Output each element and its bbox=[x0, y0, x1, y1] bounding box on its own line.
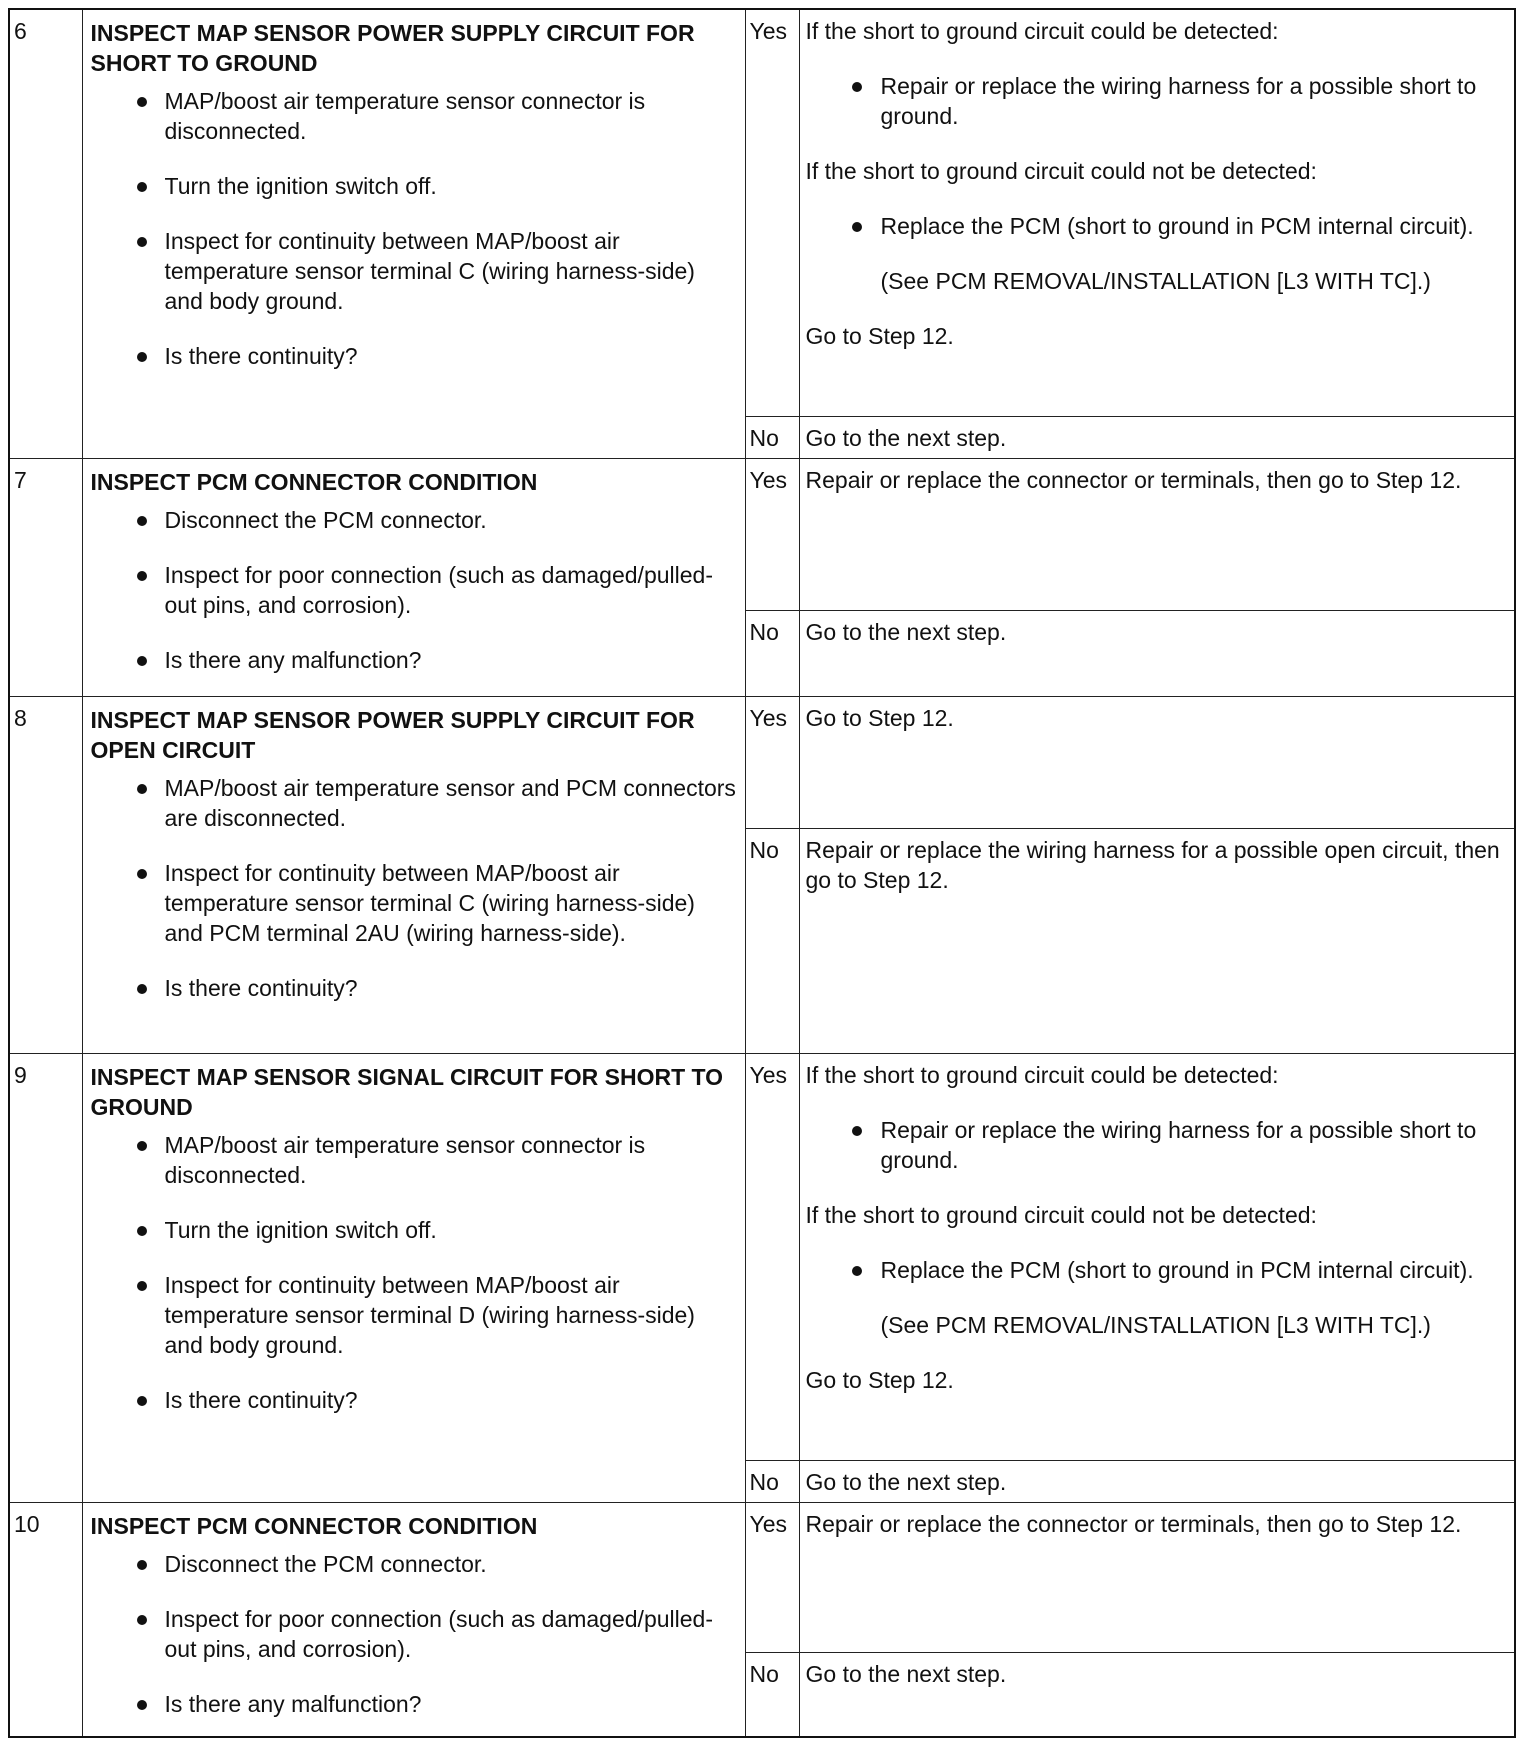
yes-label: Yes bbox=[745, 1502, 799, 1652]
step-7-row-yes bbox=[9, 458, 1515, 610]
no-result: Go to the next step. bbox=[799, 416, 1515, 458]
step-number: 7 bbox=[9, 458, 82, 696]
bullet-icon bbox=[852, 82, 862, 92]
bullet-icon bbox=[137, 984, 147, 994]
result-text: Replace the PCM (short to ground in PCM internal circuit). bbox=[880, 1256, 1474, 1283]
bullet-icon bbox=[137, 1615, 147, 1625]
step-title: INSPECT MAP SENSOR POWER SUPPLY CIRCUIT FOR OPEN CIRCUIT bbox=[90, 706, 695, 763]
no-result: Go to the next step. bbox=[799, 610, 1515, 696]
action-item bbox=[127, 973, 739, 1003]
step-title: INSPECT MAP SENSOR SIGNAL CIRCUIT FOR SHORT TO GROUND bbox=[90, 1063, 724, 1120]
bullet-icon bbox=[137, 1700, 147, 1710]
not-detected-action bbox=[848, 211, 1509, 241]
result-text: Repair or replace the wiring harness for a possible short to ground. bbox=[880, 73, 1477, 129]
action-list bbox=[91, 1549, 739, 1719]
action-text: Is there any malfunction? bbox=[164, 646, 422, 673]
step-title: INSPECT PCM CONNECTOR CONDITION bbox=[90, 468, 538, 495]
action-text: Turn the ignition switch off. bbox=[164, 1216, 437, 1243]
goto-step: Go to Step 12. bbox=[805, 323, 954, 349]
action-text: Disconnect the PCM connector. bbox=[164, 506, 487, 533]
not-detected-intro: If the short to ground circuit could not be detected: bbox=[805, 1201, 1317, 1228]
bullet-icon bbox=[137, 869, 147, 879]
action-text: Is there continuity? bbox=[164, 974, 358, 1001]
bullet-icon bbox=[137, 516, 147, 526]
no-result: Go to the next step. bbox=[799, 1460, 1515, 1502]
action-text: Is there any malfunction? bbox=[164, 1690, 422, 1717]
result-text: Replace the PCM (short to ground in PCM internal circuit). bbox=[880, 213, 1474, 239]
step-action-cell bbox=[82, 696, 745, 1053]
yes-result bbox=[799, 9, 1515, 416]
bullet-icon bbox=[852, 222, 862, 232]
see-reference: (See PCM REMOVAL/INSTALLATION [L3 WITH TC].) bbox=[880, 268, 1431, 294]
goto-step: Go to Step 12. bbox=[805, 1366, 954, 1393]
action-item bbox=[127, 1689, 739, 1719]
see-reference: (See PCM REMOVAL/INSTALLATION [L3 WITH TC].) bbox=[880, 1311, 1431, 1338]
bullet-icon bbox=[137, 182, 147, 192]
bullet-icon bbox=[137, 97, 147, 107]
action-text: MAP/boost air temperature sensor connector is disconnected. bbox=[164, 88, 646, 144]
yes-label: Yes bbox=[745, 458, 799, 610]
bullet-icon bbox=[852, 1126, 862, 1136]
no-label: No bbox=[745, 828, 799, 1053]
action-text: Inspect for poor connection (such as damaged/pulled-out pins, and corrosion). bbox=[164, 561, 713, 618]
detected-intro: If the short to ground circuit could be detected: bbox=[805, 1061, 1279, 1088]
not-detected-action bbox=[848, 1255, 1509, 1285]
yes-result: Repair or replace the connector or terminals, then go to Step 12. bbox=[799, 458, 1515, 610]
bullet-icon bbox=[137, 784, 147, 794]
step-10-row-yes bbox=[9, 1502, 1515, 1652]
action-list bbox=[91, 773, 739, 1003]
action-text: Turn the ignition switch off. bbox=[164, 173, 437, 199]
yes-result: Repair or replace the connector or terminals, then go to Step 12. bbox=[799, 1502, 1515, 1652]
bullet-icon bbox=[137, 1141, 147, 1151]
action-text: Inspect for continuity between MAP/boost air temperature sensor terminal C (wiring harness-side) and body ground. bbox=[164, 228, 695, 314]
action-item bbox=[127, 1130, 739, 1190]
yes-label: Yes bbox=[745, 1053, 799, 1460]
action-list bbox=[91, 86, 739, 371]
bullet-icon bbox=[137, 1396, 147, 1406]
no-label: No bbox=[745, 1460, 799, 1502]
action-text: Is there continuity? bbox=[164, 343, 358, 369]
action-item bbox=[127, 1385, 739, 1415]
step-action-cell bbox=[82, 9, 745, 458]
detected-action bbox=[848, 71, 1509, 131]
no-result: Repair or replace the wiring harness for a possible open circuit, then go to Step 12. bbox=[799, 828, 1515, 1053]
action-text: MAP/boost air temperature sensor and PCM connectors are disconnected. bbox=[164, 774, 736, 831]
action-item bbox=[127, 560, 739, 620]
action-item bbox=[127, 341, 739, 371]
bullet-icon bbox=[137, 1281, 147, 1291]
result-text: Repair or replace the wiring harness for a possible short to ground. bbox=[880, 1116, 1477, 1173]
action-list bbox=[91, 1130, 739, 1415]
action-item bbox=[127, 171, 739, 201]
step-6-row-yes bbox=[9, 9, 1515, 416]
yes-result: Go to Step 12. bbox=[799, 696, 1515, 828]
action-item bbox=[127, 1215, 739, 1245]
action-text: Inspect for poor connection (such as damaged/pulled-out pins, and corrosion). bbox=[164, 1605, 713, 1662]
detected-intro: If the short to ground circuit could be detected: bbox=[805, 18, 1279, 44]
bullet-icon bbox=[137, 352, 147, 362]
yes-result bbox=[799, 1053, 1515, 1460]
not-detected-action-list bbox=[806, 1255, 1509, 1285]
yes-label: Yes bbox=[745, 696, 799, 828]
yes-label: Yes bbox=[745, 9, 799, 416]
action-item bbox=[127, 226, 739, 316]
action-text: Inspect for continuity between MAP/boost air temperature sensor terminal D (wiring harness-side) and body ground. bbox=[164, 1271, 695, 1358]
no-label: No bbox=[745, 610, 799, 696]
action-text: MAP/boost air temperature sensor connector is disconnected. bbox=[164, 1131, 646, 1188]
bullet-icon bbox=[852, 1266, 862, 1276]
step-number: 9 bbox=[9, 1053, 82, 1502]
step-8-row-yes bbox=[9, 696, 1515, 828]
step-number: 10 bbox=[9, 1502, 82, 1737]
step-action-cell bbox=[82, 458, 745, 696]
action-item bbox=[127, 1549, 739, 1579]
action-item bbox=[127, 645, 739, 675]
no-result: Go to the next step. bbox=[799, 1652, 1515, 1737]
bullet-icon bbox=[137, 1226, 147, 1236]
step-9-row-yes bbox=[9, 1053, 1515, 1460]
action-text: Inspect for continuity between MAP/boost air temperature sensor terminal C (wiring harness-side) and PCM terminal 2AU (wiring harness-side). bbox=[164, 859, 695, 946]
action-item bbox=[127, 86, 739, 146]
diagnostic-procedure-table bbox=[8, 8, 1516, 1738]
not-detected-intro: If the short to ground circuit could not be detected: bbox=[805, 158, 1317, 184]
step-title: INSPECT MAP SENSOR POWER SUPPLY CIRCUIT FOR SHORT TO GROUND bbox=[90, 20, 695, 76]
step-title: INSPECT PCM CONNECTOR CONDITION bbox=[90, 1512, 538, 1539]
bullet-icon bbox=[137, 237, 147, 247]
no-label: No bbox=[745, 1652, 799, 1737]
not-detected-action-list bbox=[806, 211, 1509, 241]
detected-action bbox=[848, 1115, 1509, 1175]
step-number: 6 bbox=[9, 9, 82, 458]
step-action-cell bbox=[82, 1053, 745, 1502]
step-action-cell bbox=[82, 1502, 745, 1737]
no-label: No bbox=[745, 416, 799, 458]
bullet-icon bbox=[137, 656, 147, 666]
action-item bbox=[127, 858, 739, 948]
detected-action-list bbox=[806, 71, 1509, 131]
bullet-icon bbox=[137, 1560, 147, 1570]
action-list bbox=[91, 505, 739, 675]
action-item bbox=[127, 1604, 739, 1664]
detected-action-list bbox=[806, 1115, 1509, 1175]
action-text: Disconnect the PCM connector. bbox=[164, 1550, 487, 1577]
action-item bbox=[127, 773, 739, 833]
action-item bbox=[127, 1270, 739, 1360]
action-text: Is there continuity? bbox=[164, 1386, 358, 1413]
action-item bbox=[127, 505, 739, 535]
step-number: 8 bbox=[9, 696, 82, 1053]
bullet-icon bbox=[137, 571, 147, 581]
